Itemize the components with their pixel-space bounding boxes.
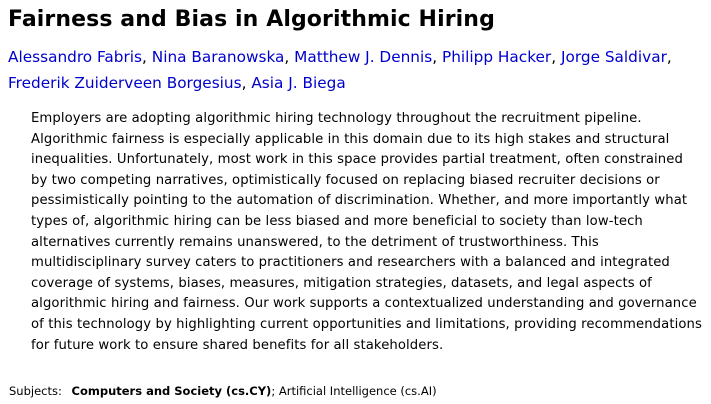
author-link[interactable]: Nina Baranowska	[151, 48, 285, 66]
author-link[interactable]: Philipp Hacker	[441, 48, 552, 66]
author-list: Alessandro Fabris, Nina Baranowska, Matthew J. Dennis, Philipp Hacker, Jorge Saldivar, Frederik Zuiderveen Borgesius, Asia J. Biega	[8, 48, 672, 92]
subject-separator: ;	[271, 384, 276, 398]
subject-secondary: Artificial Intelligence (cs.AI)	[278, 384, 437, 398]
author-link[interactable]: Asia J. Biega	[251, 74, 346, 92]
abstract: Employers are adopting algorithmic hiring technology throughout the recruitment pipeline. Algorithmic fairness is especially applicable in this domain due to its high stakes and structural inequalities. Unfortunately, most work in this space provides partial treatment, often constrained by two competing narratives, optimistically focused on replacing biased recruiter decisions or pessimistically pointing to the automation of discrimination. Whether, and more importantly what types of, algorithmic hiring can be less biased and more beneficial to society than low-tech alternatives currently remains unanswered, to the detriment of trustworthiness. This multidisciplinary survey caters to practitioners and researchers with a balanced and integrated coverage of systems, biases, measures, mitigation strategies, datasets, and legal aspects of algorithmic hiring and fairness. Our work supports a contextualized understanding and governance of this technology by highlighting current opportunities and limitations, providing recommendations for future work to ensure shared benefits for all stakeholders.	[31, 111, 702, 353]
subject-primary: Computers and Society (cs.CY)	[71, 384, 272, 398]
author-link[interactable]: Frederik Zuiderveen Borgesius	[8, 74, 242, 92]
subjects	[9, 383, 437, 399]
author-link[interactable]: Jorge Saldivar	[560, 48, 667, 66]
subjects-label: Subjects:	[9, 384, 62, 398]
paper-title: Fairness and Bias in Algorithmic Hiring	[8, 7, 495, 32]
author-link[interactable]: Matthew J. Dennis	[294, 48, 433, 66]
author-link[interactable]: Alessandro Fabris	[8, 48, 143, 66]
